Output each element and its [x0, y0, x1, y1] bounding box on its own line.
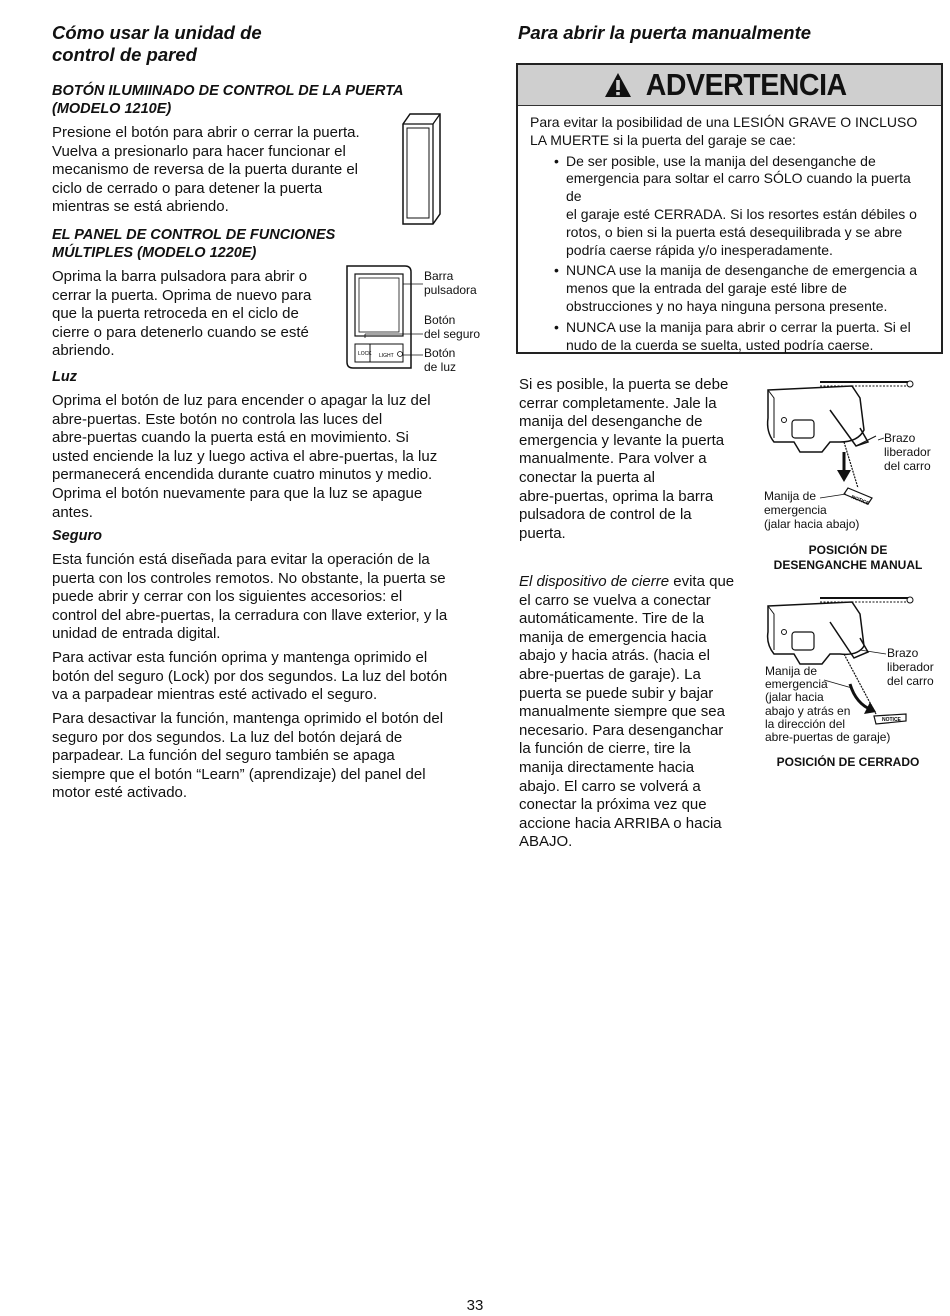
heading-luz: Luz: [52, 369, 77, 385]
text-line: emergencia y levante la puerta: [519, 431, 725, 449]
warning-header: [518, 65, 941, 106]
text-line: puerta.: [519, 524, 566, 542]
text-line: manija directamente hacia: [519, 758, 695, 776]
text-line: manualmente. Para volver a: [519, 450, 707, 468]
text-line: cierre o para detenerlo cuando se esté: [52, 323, 309, 341]
text-line: unidad de entrada digital.: [52, 625, 221, 643]
luz-paragraph: [52, 392, 482, 522]
text-line: parpadear. La función del seguro también se apaga: [52, 747, 395, 765]
right-column: [518, 22, 943, 44]
warning-bullet: [548, 153, 929, 260]
lock-label: LOCK: [358, 351, 372, 357]
text-line: siempre que el botón “Learn” (aprendizaje) del panel del: [52, 765, 426, 783]
notice-tag-1: NOTICE: [850, 494, 871, 507]
text-line: Para desactivar la función, mantenga oprimido el botón del: [52, 710, 444, 727]
text-line: manija del desenganche de: [519, 413, 703, 431]
label-barra-pulsadora: Barra pulsadora: [424, 269, 477, 297]
text-line: cerrar completamente. Jale la: [519, 394, 717, 412]
fig2-label-brazo: Brazo liberador del carro: [887, 646, 934, 688]
text-line: el carro se vuelva a conectar: [519, 591, 711, 609]
text-line: mientras se está abriendo.: [52, 198, 229, 216]
warning-bullet-line: NUNCA use la manija para abrir o cerrar la puerta. Si el: [566, 318, 911, 335]
warning-bullet-line: menos que la entrada del garaje esté libre de: [566, 280, 847, 297]
warning-title: ADVERTENCIA: [646, 67, 847, 102]
warning-bullet-line: obstrucciones y no haya ninguna persona presente.: [566, 297, 888, 314]
push-button-illustration: [398, 110, 444, 226]
text-line: Oprima el botón nuevamente para que la luz se apague: [52, 484, 423, 502]
text-line: que la puerta retroceda en el ciclo de: [52, 305, 299, 323]
fig1-caption: POSICIÓN DE DESENGANCHE MANUAL: [773, 543, 923, 572]
notice-tag-2: NOTICE: [882, 717, 901, 723]
text-line: la función de cierre, tire la: [519, 740, 691, 758]
section-title-manual-open: Para abrir la puerta manualmente: [518, 22, 812, 43]
warning-box: [516, 63, 943, 354]
text-line: pulsadora de control de la: [519, 506, 692, 524]
text-line: seguro por dos segundos. La luz del botón dejará de: [52, 728, 403, 746]
fig1-label-brazo: Brazo liberador del carro: [884, 431, 931, 473]
warning-intro-line: LA MUERTE si la puerta del garaje se cae:: [530, 131, 796, 148]
warning-list: [530, 153, 929, 355]
fig2-label-manija: Manija de emergencia (jalar hacia abajo y atrás en la dirección del abre-puertas de garaje): [765, 664, 891, 745]
text-line: motor esté activado.: [52, 784, 188, 802]
warning-bullet-line: nudo de la cuerda se suelta, usted podría caerse.: [566, 336, 874, 353]
text-line: Esta función está diseñada para evitar la operación de la: [52, 551, 430, 568]
text-line: Presione el botón para abrir o cerrar la puerta.: [52, 124, 360, 141]
text-line: Si es posible, la puerta se debe: [519, 376, 729, 393]
text-line: necesario. Para desenganchar: [519, 721, 724, 739]
warning-bullet-line: rotos, o bien si la puerta está desequilibrada y se abre: [566, 223, 903, 240]
label-boton-seguro: Botón del seguro: [424, 313, 481, 341]
warning-body: [518, 106, 941, 362]
fig1-label-manija: Manija de emergencia (jalar hacia abajo): [764, 489, 860, 531]
text-line: manualmente siempre que sea: [519, 703, 725, 721]
heading-seguro: Seguro: [52, 528, 102, 544]
warning-intro: [530, 114, 929, 150]
text-line: ciclo de cerrado o para detener la puerta: [52, 179, 323, 197]
text-line: permanecerá encendida durante cuatro minutos y medio.: [52, 466, 433, 484]
text-line: puerta con los controles remotos. No obstante, la puerta se: [52, 569, 446, 587]
text-line: conectar la puerta al: [519, 468, 655, 486]
text-line: Vuelva a presionarlo para hacer funcionar el: [52, 142, 346, 160]
warning-bullet: [548, 262, 929, 315]
text-line: accione hacia ARRIBA o hacia: [519, 814, 722, 832]
text-line: Para activar esta función oprima y mantenga oprimido el: [52, 649, 428, 666]
heading-lighted-button: BOTÓN ILUMIINADO DE CONTROL DE LA PUERTA (MODELO 1210E): [52, 83, 404, 117]
text-line: abriendo.: [52, 342, 115, 360]
panel-paragraph: [52, 268, 342, 361]
text-line: puede abrir y cerrar con los siguientes accesorios: el: [52, 588, 403, 606]
text-line: puerta se puede subir y bajar: [519, 684, 714, 702]
warning-bullet-line: De ser posible, use la manija del desenganche de: [566, 152, 876, 169]
text-line: abre-puertas, oprima la barra: [519, 487, 714, 505]
text-line: control del abre-puertas, la cerradura con llave exterior, y la: [52, 606, 448, 624]
text-line: abre-puertas. Este botón no controla las luces del: [52, 410, 383, 428]
text-line: antes.: [52, 503, 93, 521]
text-line: abajo. El carro se volverá a: [519, 777, 701, 795]
lighted-button-paragraph: [52, 124, 402, 217]
page-number: 33: [466, 1297, 484, 1314]
seguro-paragraph-2: [52, 649, 482, 705]
text-line: mecanismo de reversa de la puerta durante el: [52, 161, 359, 179]
warning-intro-line: Para evitar la posibilidad de una LESIÓN GRAVE O INCLUSO: [530, 114, 918, 130]
text-line: abre-puertas de garaje). La: [519, 665, 701, 683]
seguro-paragraph-1: [52, 551, 482, 644]
text-line: usted enciende la luz y luego activa el abre-puertas, la luz: [52, 447, 438, 465]
warning-triangle-icon: [603, 71, 633, 99]
warning-bullet-line: NUNCA use la manija de desenganche de emergencia a: [566, 262, 917, 279]
text-line: Oprima la barra pulsadora para abrir o: [52, 268, 308, 285]
fig2-caption: POSICIÓN DE CERRADO: [776, 755, 920, 769]
warning-bullet-line: el garaje esté CERRADA. Si los resortes están débiles o: [566, 205, 917, 222]
manual-release-paragraph: [519, 376, 759, 543]
text-line: cerrar la puerta. Oprima de nuevo para: [52, 286, 312, 304]
left-column: [52, 22, 482, 66]
text-line: manija de emergencia hacia: [519, 628, 707, 646]
text-line: abajo y hacia atrás. (hacia el: [519, 647, 710, 665]
light-label: LIGHT: [379, 353, 394, 359]
text-line: ABAJO.: [519, 833, 573, 851]
label-boton-luz: Botón de luz: [424, 346, 457, 374]
text-line: automáticamente. Tire de la: [519, 610, 705, 628]
lockout-paragraph: El dispositivo de cierre evita que el carro se vuelva a conectar automáticamente. Tire de la manija de emergencia hacia abajo y hacia atrás. (hacia el abre-puertas de garaje). La puerta se puede subir y bajar manualmente siempre que sea necesario. Para desenganchar la función de cierre, tire la manija directamente hacia abajo. El carro se volverá a conectar la próxima vez que accione hacia ARRIBA o hacia ABAJO.: [519, 573, 735, 851]
text-line: Oprima el botón de luz para encender o apagar la luz del: [52, 392, 431, 409]
warning-bullet-line: emergencia para soltar el carro SÓLO cuando la puerta de: [566, 170, 911, 205]
text-line: abre-puertas cuando la puerta está en movimiento. Si: [52, 429, 409, 447]
text-line: va a parpadear mientras esté activado el seguro.: [52, 686, 378, 704]
section-title-wall-control: Cómo usar la unidad de control de pared: [52, 22, 262, 65]
text-line: conectar la próxima vez que: [519, 796, 707, 814]
heading-multi-function-panel: EL PANEL DE CONTROL DE FUNCIONES MÚLTIPLES (MODELO 1220E): [52, 227, 336, 261]
text-line: botón del seguro (Lock) por dos segundos. La luz del botón: [52, 667, 448, 685]
seguro-paragraph-3: [52, 710, 482, 803]
warning-bullet-line: podría caerse rápida y/o inesperadamente.: [566, 241, 833, 258]
warning-bullet: [548, 319, 929, 355]
